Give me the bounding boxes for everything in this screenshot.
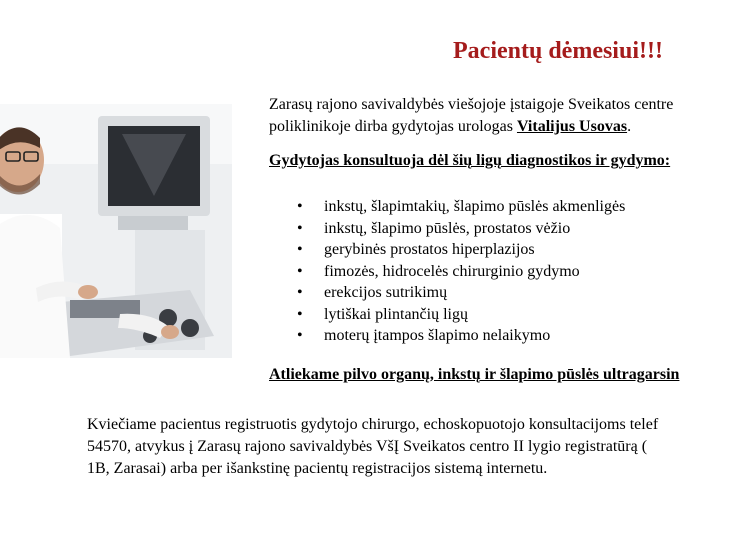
intro-line-2-suffix: .	[627, 118, 632, 135]
list-item: • lytiškai plintančių ligų	[269, 304, 625, 326]
doctor-ultrasound-photo	[0, 104, 232, 358]
ultrasound-heading: Atliekame pilvo organų, inkstų ir šlapimo pūslės ultragarsin	[269, 366, 680, 383]
page-title: Pacientų dėmesiui!!!	[453, 38, 663, 64]
footer-line-2: 54570, atvykus į Zarasų rajono savivaldybės VšĮ Sveikatos centro II lygio registratūrą (	[87, 438, 648, 455]
intro-line-1: Zarasų rajono savivaldybės viešojoje įstaigoje Sveikatos centre	[269, 96, 674, 113]
consultation-heading: Gydytojas konsultuoja dėl šių ligų diagnostikos ir gydymo:	[269, 152, 671, 169]
doctor-name: Vitalijus Usovas	[516, 118, 628, 135]
list-item: • moterų įtampos šlapimo nelaikymo	[269, 325, 625, 347]
doctor-ultrasound-illustration	[0, 104, 232, 358]
list-item: • fimozės, hidrocelės chirurginio gydymo	[269, 261, 625, 283]
services-list	[269, 196, 625, 347]
footer-line-3: 1B, Zarasai) arba per išankstinę pacientų registracijos sistemą internetu.	[87, 460, 548, 477]
footer-line-1: Kviečiame pacientus registruotis gydytojo chirurgo, echoskopuotojo konsultacijoms telef	[87, 416, 659, 433]
registration-paragraph	[87, 414, 740, 480]
intro-line-2-prefix: poliklinikoje dirba gydytojas urologas	[269, 118, 517, 135]
list-item: • inkstų, šlapimo pūslės, prostatos vėžio	[269, 218, 625, 240]
list-item: • gerybinės prostatos hiperplazijos	[269, 239, 625, 261]
intro-paragraph	[269, 94, 740, 138]
list-item: • erekcijos sutrikimų	[269, 282, 625, 304]
list-item: • inkstų, šlapimtakių, šlapimo pūslės akmenligės	[269, 196, 625, 218]
